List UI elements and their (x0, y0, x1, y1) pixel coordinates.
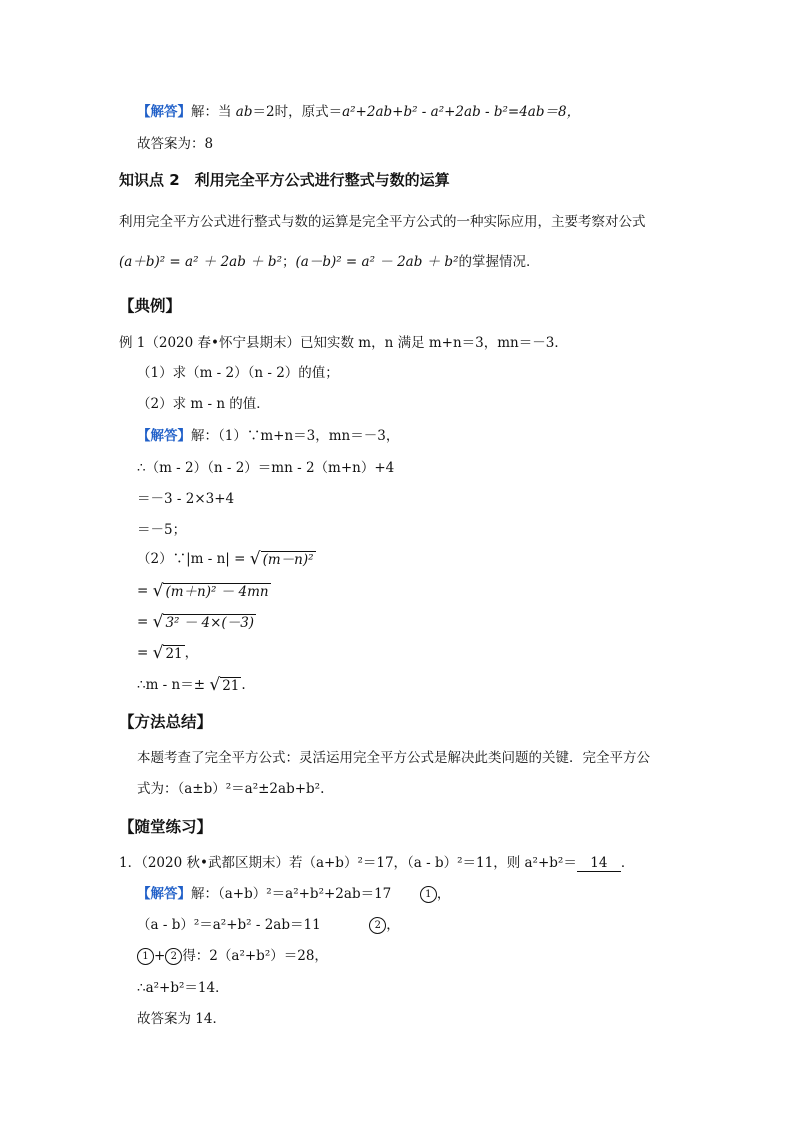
circled-number-2: 2 (369, 917, 386, 934)
example-answer-line-5: （2）∵|m - n| = √ (m－n)² (137, 548, 314, 569)
sqrt-expression: √ 3² － 4×(－3) (152, 611, 255, 632)
question-1: （1）求（m - 2）（n - 2）的值； (137, 365, 339, 381)
example-heading: 【典例】 (119, 297, 182, 315)
example-answer-line-3: ＝－3 - 2×3+4 (137, 491, 235, 507)
example-answer-line-4: ＝－5； (137, 522, 187, 538)
practice-answer-line-2: （a - b）²＝a²+b² - 2ab＝11 2 ， (137, 917, 400, 933)
example-answer-line-1: 【解答】解：（1）∵m+n＝3，mn＝－3， (137, 428, 400, 444)
method-heading: 【方法总结】 (119, 713, 213, 731)
circled-number-1: 1 (137, 948, 154, 965)
example-answer-line-7: = √ 3² － 4×(－3) (137, 611, 255, 632)
example-answer-line-8: = √ 21 ， (137, 642, 199, 663)
example-answer-line-6: = √ (m＋n)² － 4mn (137, 580, 269, 601)
answer-label: 【解答】 (137, 428, 191, 444)
formula-line: (a＋b)² = a² ＋ 2ab ＋ b²；(a－b)² = a² － 2ab ＋ b²的掌握情况. (119, 254, 531, 270)
sqrt-expression: √ (m＋n)² － 4mn (152, 580, 269, 601)
circled-number-2: 2 (165, 948, 182, 965)
answer-label: 【解答】 (137, 104, 191, 120)
practice-answer-line-1: 【解答】解：（a+b）²＝a²+b²+2ab＝17 1 ， (137, 886, 451, 902)
answer-line-2: 故答案为：8 (137, 136, 214, 152)
sqrt-expression: √ 21 (152, 642, 183, 663)
example-stem: 例 1（2020 春•怀宁县期末）已知实数 m，n 满足 m+n＝3，mn＝－3． (119, 335, 568, 351)
sqrt-expression: √ 21 (209, 674, 240, 695)
sqrt-expression: √ (m－n)² (249, 548, 314, 569)
example-answer-line-2: ∴（m - 2）（n - 2）＝mn - 2（m+n）+4 (137, 460, 395, 476)
practice-answer-line-5: 故答案为 14． (137, 1011, 226, 1027)
practice-answer-line-3: 1 + 2 得：2（a²+b²）＝28， (137, 946, 328, 966)
example-answer-line-9: ∴m - n＝± √ 21 . (137, 674, 246, 695)
question-2: （2）求 m - n 的值． (137, 396, 270, 412)
circled-number-1: 1 (420, 886, 437, 903)
intro-text: 利用完全平方公式进行整式与数的运算是完全平方公式的一种实际应用，主要考察对公式 (119, 214, 646, 230)
practice-answer-line-4: ∴a²+b²＝14． (137, 980, 229, 996)
answer-line-1: 【解答】解：当 ab＝2时，原式＝a²+2ab+b² - a²+2ab - b²=4ab＝8， (137, 104, 581, 120)
practice-question: 1．（2020 秋•武都区期末）若（a+b）²＝17，（a - b）²＝11，则 a²+b²＝ 14 ． (119, 855, 635, 871)
practice-heading: 【随堂练习】 (119, 818, 213, 836)
method-line-2: 式为：（a±b）²＝a²±2ab+b². (137, 781, 325, 797)
method-line-1: 本题考查了完全平方公式：灵活运用完全平方公式是解决此类问题的关键．完全平方公 (137, 750, 650, 766)
section-title: 知识点 2 利用完全平方公式进行整式与数的运算 (119, 171, 450, 189)
answer-blank: 14 (577, 855, 621, 872)
answer-label: 【解答】 (137, 886, 191, 902)
